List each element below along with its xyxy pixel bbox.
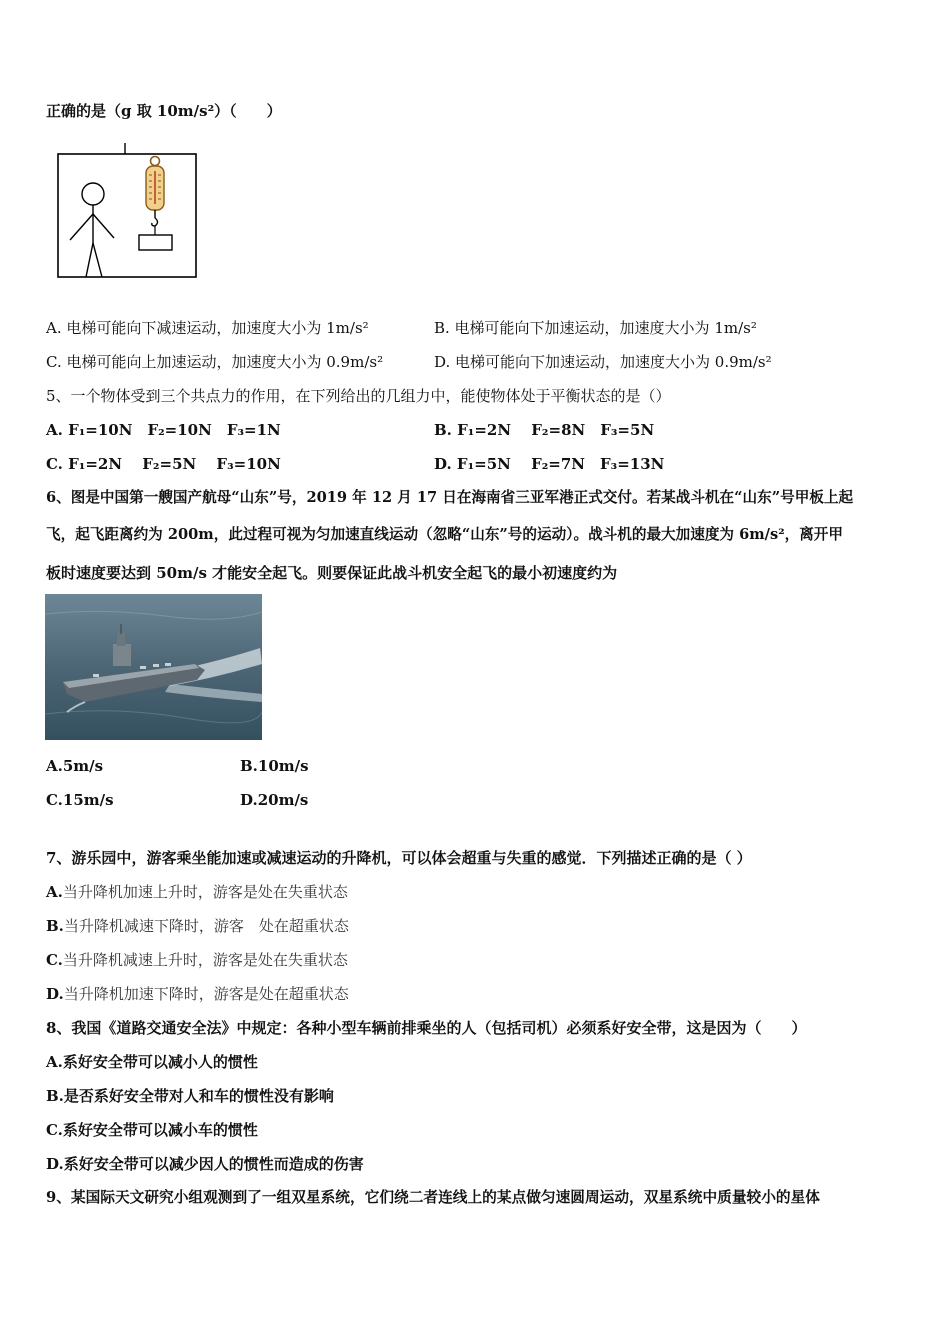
q5-option-b: B. F₁=2N F₂=8N F₃=5N <box>434 421 655 439</box>
q8-stem: 8、我国《道路交通安全法》中规定：各种小型车辆前排乘坐的人（包括司机）必须系好安全带，这是因为（ ） <box>46 1019 807 1037</box>
q4-option-c: C. 电梯可能向上加速运动，加速度大小为 0.9m/s² <box>46 353 384 371</box>
q7-option-c: C.当升降机减速上升时，游客是处在失重状态 <box>46 951 348 969</box>
q4-option-a: A. 电梯可能向下减速运动，加速度大小为 1m/s² <box>46 319 369 337</box>
q4-option-b: B. 电梯可能向下加速运动，加速度大小为 1m/s² <box>434 319 757 337</box>
elevator-figure <box>50 140 210 285</box>
q7-option-d: D.当升降机加速下降时，游客是处在超重状态 <box>46 985 349 1003</box>
q5-option-a: A. F₁=10N F₂=10N F₃=1N <box>46 421 281 439</box>
q6-option-d: D.20m/s <box>240 791 309 809</box>
q6-option-a: A.5m/s <box>46 757 104 775</box>
q6-stem-line3: 板时速度要达到 50m/s 才能安全起飞。则要保证此战斗机安全起飞的最小初速度约为 <box>46 564 618 582</box>
aircraft-carrier-photo <box>45 594 262 740</box>
q8-option-b: B.是否系好安全带对人和车的惯性没有影响 <box>46 1087 334 1105</box>
q6-option-b: B.10m/s <box>240 757 309 775</box>
q7-option-b: B.当升降机减速下降时，游客 处在超重状态 <box>46 917 349 935</box>
q8-option-c: C.系好安全带可以减小车的惯性 <box>46 1121 258 1139</box>
q8-option-a: A.系好安全带可以减小人的惯性 <box>46 1053 258 1071</box>
q6-stem-line2: 飞，起飞距离约为 200m，此过程可视为匀加速直线运动（忽略“山东”号的运动）。战斗机的最大加速度为 6m/s²，离开甲 <box>46 526 843 543</box>
q5-option-d: D. F₁=5N F₂=7N F₃=13N <box>434 455 665 473</box>
q5-stem: 5、一个物体受到三个共点力的作用，在下列给出的几组力中，能使物体处于平衡状态的是（） <box>46 387 671 405</box>
q7-stem: 7、游乐园中，游客乘坐能加速或减速运动的升降机，可以体会超重与失重的感觉．下列描述正确的是（ ） <box>46 849 752 867</box>
q4-option-d: D. 电梯可能向下加速运动，加速度大小为 0.9m/s² <box>434 353 772 371</box>
q5-option-c: C. F₁=2N F₂=5N F₃=10N <box>46 455 281 473</box>
q8-option-d: D.系好安全带可以减少因人的惯性而造成的伤害 <box>46 1155 364 1173</box>
q7-option-a: A.当升降机加速上升时，游客是处在失重状态 <box>46 883 348 901</box>
q6-stem-line1: 6、图是中国第一艘国产航母“山东”号，2019 年 12 月 17 日在海南省三亚军港正式交付。若某战斗机在“山东”号甲板上起 <box>46 489 854 506</box>
q4-intro: 正确的是（g 取 10m/s²）（ ） <box>46 102 282 120</box>
q9-stem: 9、某国际天文研究小组观测到了一组双星系统，它们绕二者连线上的某点做匀速圆周运动，双星系统中质量较小的星体 <box>46 1189 820 1206</box>
q6-option-c: C.15m/s <box>46 791 114 809</box>
